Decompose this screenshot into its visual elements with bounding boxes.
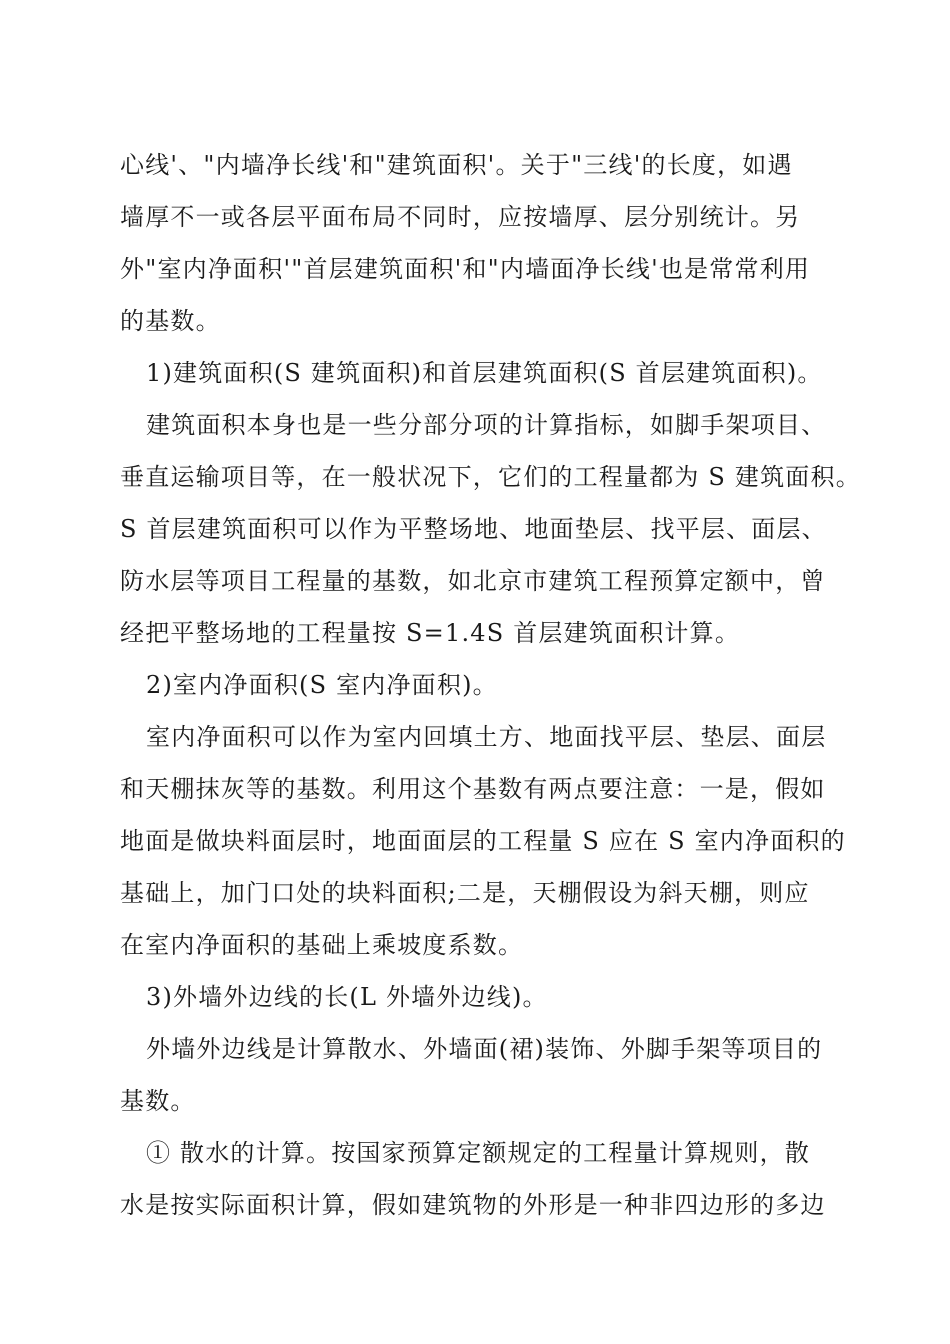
section-heading: 1)建筑面积(S 建筑面积)和首层建筑面积(S 首层建筑面积)。: [146, 359, 823, 387]
text-line: 水是按实际面积计算，假如建筑物的外形是一种非四边形的多边: [120, 1191, 826, 1219]
text-line: 外"室内净面积'"首层建筑面积'和"内墙面净长线'也是常常利用: [120, 255, 811, 283]
body-text: [120, 145, 861, 1225]
section-heading: 2)室内净面积(S 室内净面积)。: [146, 671, 498, 699]
text-line: 建筑面积本身也是一些分部分项的计算指标，如脚手架项目、: [146, 411, 827, 439]
text-line: 室内净面积可以作为室内回填土方、地面找平层、垫层、面层: [146, 723, 827, 751]
text-line: 地面是做块料面层时，地面面层的工程量 S 应在 S 室内净面积的: [120, 827, 846, 855]
list-item: ① 散水的计算。按国家预算定额规定的工程量计算规则，散: [146, 1139, 811, 1167]
text-line: 外墙外边线是计算散水、外墙面(裙)装饰、外脚手架等项目的: [146, 1035, 823, 1063]
text-line: 心线'、"内墙净长线'和"建筑面积'。关于"三线'的长度，如遇: [120, 151, 793, 179]
text-line: 垂直运输项目等，在一般状况下，它们的工程量都为 S 建筑面积。: [120, 463, 861, 491]
text-line: 防水层等项目工程量的基数，如北京市建筑工程预算定额中，曾: [120, 567, 826, 595]
text-line: 基础上，加门口处的块料面积;二是，天棚假设为斜天棚，则应: [120, 879, 810, 907]
text-line: 在室内净面积的基础上乘坡度系数。: [120, 931, 524, 959]
text-line: 的基数。: [120, 307, 221, 335]
text-line: 基数。: [120, 1087, 196, 1115]
text-line: 和天棚抹灰等的基数。利用这个基数有两点要注意：一是，假如: [120, 775, 826, 803]
text-line: 墙厚不一或各层平面布局不同时，应按墙厚、层分别统计。另: [120, 203, 801, 231]
section-heading: 3)外墙外边线的长(L 外墙外边线)。: [146, 983, 548, 1011]
text-line: 经把平整场地的工程量按 S=1.4S 首层建筑面积计算。: [120, 619, 741, 647]
text-line: S 首层建筑面积可以作为平整场地、地面垫层、找平层、面层、: [120, 515, 827, 543]
